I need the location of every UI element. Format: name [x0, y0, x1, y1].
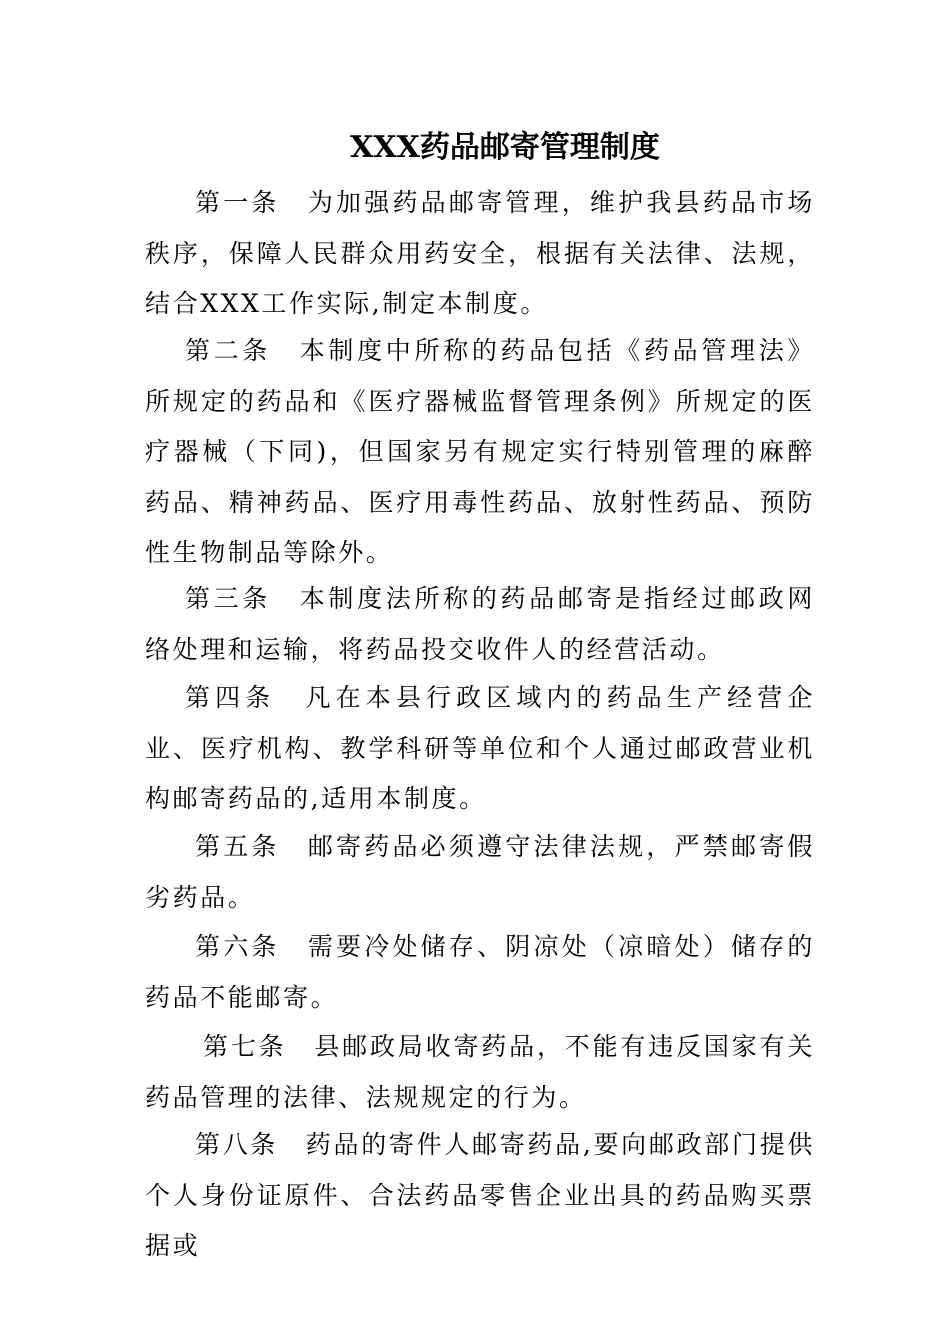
- article-4: 第四条 凡在本县行政区域内的药品生产经营企业、医疗机构、教学科研等单位和个人通过邮政营业机构邮寄药品的,适用本制度。: [145, 683, 815, 813]
- article-5: 第五条 邮寄药品必须遵守法律法规，严禁邮寄假劣药品。: [145, 832, 815, 912]
- article-7: 第七条 县邮政局收寄药品，不能有违反国家有关药品管理的法律、法规规定的行为。: [145, 1032, 815, 1112]
- article-2: 第二条 本制度中所称的药品包括《药品管理法》所规定的药品和《医疗器械监督管理条例》所规定的医疗器械（下同)，但国家另有规定实行特别管理的麻醉药品、精神药品、医疗用毒性药品、放射性药品、预防性生物制品等除外。: [145, 336, 815, 567]
- document-title: XXX药品邮寄管理制度: [350, 130, 660, 165]
- article-6: 第六条 需要冷处储存、阴凉处（凉暗处）储存的药品不能邮寄。: [145, 932, 815, 1012]
- article-3: 第三条 本制度法所称的药品邮寄是指经过邮政网络处理和运输，将药品投交收件人的经营活动。: [145, 584, 815, 664]
- article-1: 第一条 为加强药品邮寄管理，维护我县药品市场秩序，保障人民群众用药安全，根据有关法律、法规，结合XXX工作实际,制定本制度。: [145, 188, 815, 318]
- article-8: 第八条 药品的寄件人邮寄药品,要向邮政部门提供个人身份证原件、合法药品零售企业出具的药品购买票据或: [145, 1130, 815, 1260]
